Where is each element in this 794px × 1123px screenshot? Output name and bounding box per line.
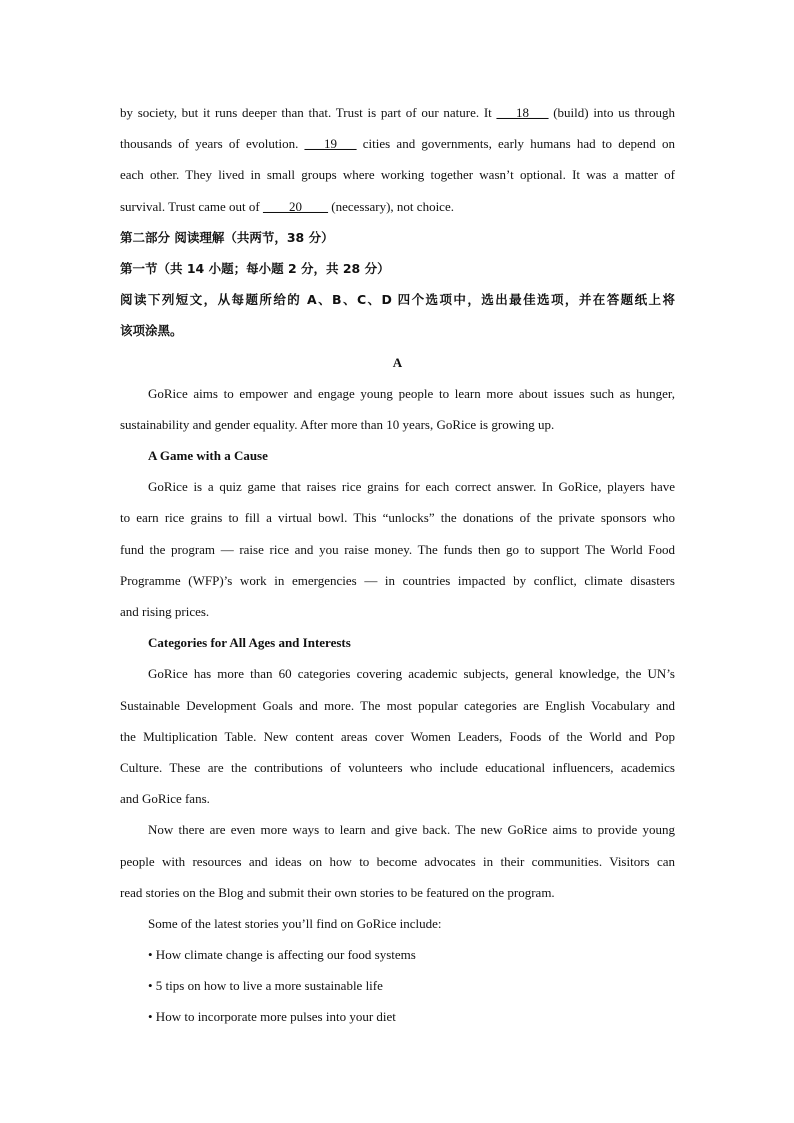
paragraph-4-line-1: Now there are even more ways to learn and give back. The new GoRice aims to provide young [148, 822, 675, 838]
cloze-line-3: each other. They lived in small groups where working together wasn’t optional. It was a matter of [120, 167, 675, 183]
heading-categories: Categories for All Ages and Interests [148, 635, 351, 651]
text-segment: (necessary), not choice. [328, 198, 454, 214]
document-page [120, 97, 675, 1033]
cloze-line-4 [120, 191, 675, 222]
paragraph-2-line-2: to earn rice grains to fill a virtual bowl. This “unlocks” the donations of the private sponsors who [120, 510, 675, 526]
list-item: • 5 tips on how to live a more sustainable life [148, 978, 383, 994]
paragraph-3-line-4: Culture. These are the contributions of volunteers who include educational influencers, academics [120, 759, 675, 775]
section-subtitle: 第一节（共 14 小题；每小题 2 分，共 28 分） [120, 260, 390, 276]
blank-19: ___19___ [304, 136, 357, 152]
paragraph-4-line-3: read stories on the Blog and submit their own stories to be featured on the program. [120, 884, 555, 900]
list-item: • How climate change is affecting our food systems [148, 947, 416, 963]
text-segment: survival. Trust came out of [120, 198, 263, 214]
text-segment: thousands of years of evolution. [120, 136, 305, 152]
paragraph-2-line-5: and rising prices. [120, 604, 210, 619]
instruction-line-2: 该项涂黑。 [120, 323, 183, 339]
part-title: 第二部分 阅读理解（共两节，38 分） [120, 229, 334, 245]
blank-18: ___18___ [496, 105, 549, 120]
paragraph-1-line-2: sustainability and gender equality. After more than 10 years, GoRice is growing up. [120, 416, 555, 432]
text-segment: (build) into us through [548, 105, 675, 120]
passage-label: A [392, 354, 403, 370]
paragraph-3-line-2: Sustainable Development Goals and more. The most popular categories are English Vocabulary and [120, 697, 675, 713]
text-segment: cities and governments, early humans had to depend on [356, 136, 675, 152]
paragraph-3-line-5: and GoRice fans. [120, 791, 210, 807]
paragraph-3-line-1: GoRice has more than 60 categories covering academic subjects, general knowledge, the UN’s [148, 666, 675, 682]
paragraph-4-line-2: people with resources and ideas on how to become advocates in their communities. Visitors can [120, 853, 675, 869]
paragraph-5: Some of the latest stories you’ll find on GoRice include: [148, 915, 442, 931]
paragraph-2-line-4: Programme (WFP)’s work in emergencies — in countries impacted by conflict, climate disasters [120, 572, 675, 588]
paragraph-1-line-1: GoRice aims to empower and engage young people to learn more about issues such as hunger, [148, 385, 675, 401]
cloze-line-2 [120, 128, 675, 159]
list-item: • How to incorporate more pulses into your diet [148, 1009, 396, 1025]
paragraph-2-line-3: fund the program — raise rice and you raise money. The funds then go to support The World Food [120, 541, 675, 557]
paragraph-3-line-3: the Multiplication Table. New content areas cover Women Leaders, Foods of the World and Pop [120, 728, 675, 744]
instruction-line-1: 阅读下列短文，从每题所给的 A、B、C、D 四个选项中，选出最佳选项，并在答题纸上将 [120, 292, 675, 308]
text-segment: by society, but it runs deeper than that. Trust is part of our nature. It [120, 105, 497, 120]
paragraph-2-line-1: GoRice is a quiz game that raises rice grains for each correct answer. In GoRice, players have [148, 479, 675, 495]
heading-game-with-cause: A Game with a Cause [148, 448, 268, 464]
blank-20: ____20____ [263, 198, 328, 214]
cloze-line-1 [120, 97, 675, 128]
